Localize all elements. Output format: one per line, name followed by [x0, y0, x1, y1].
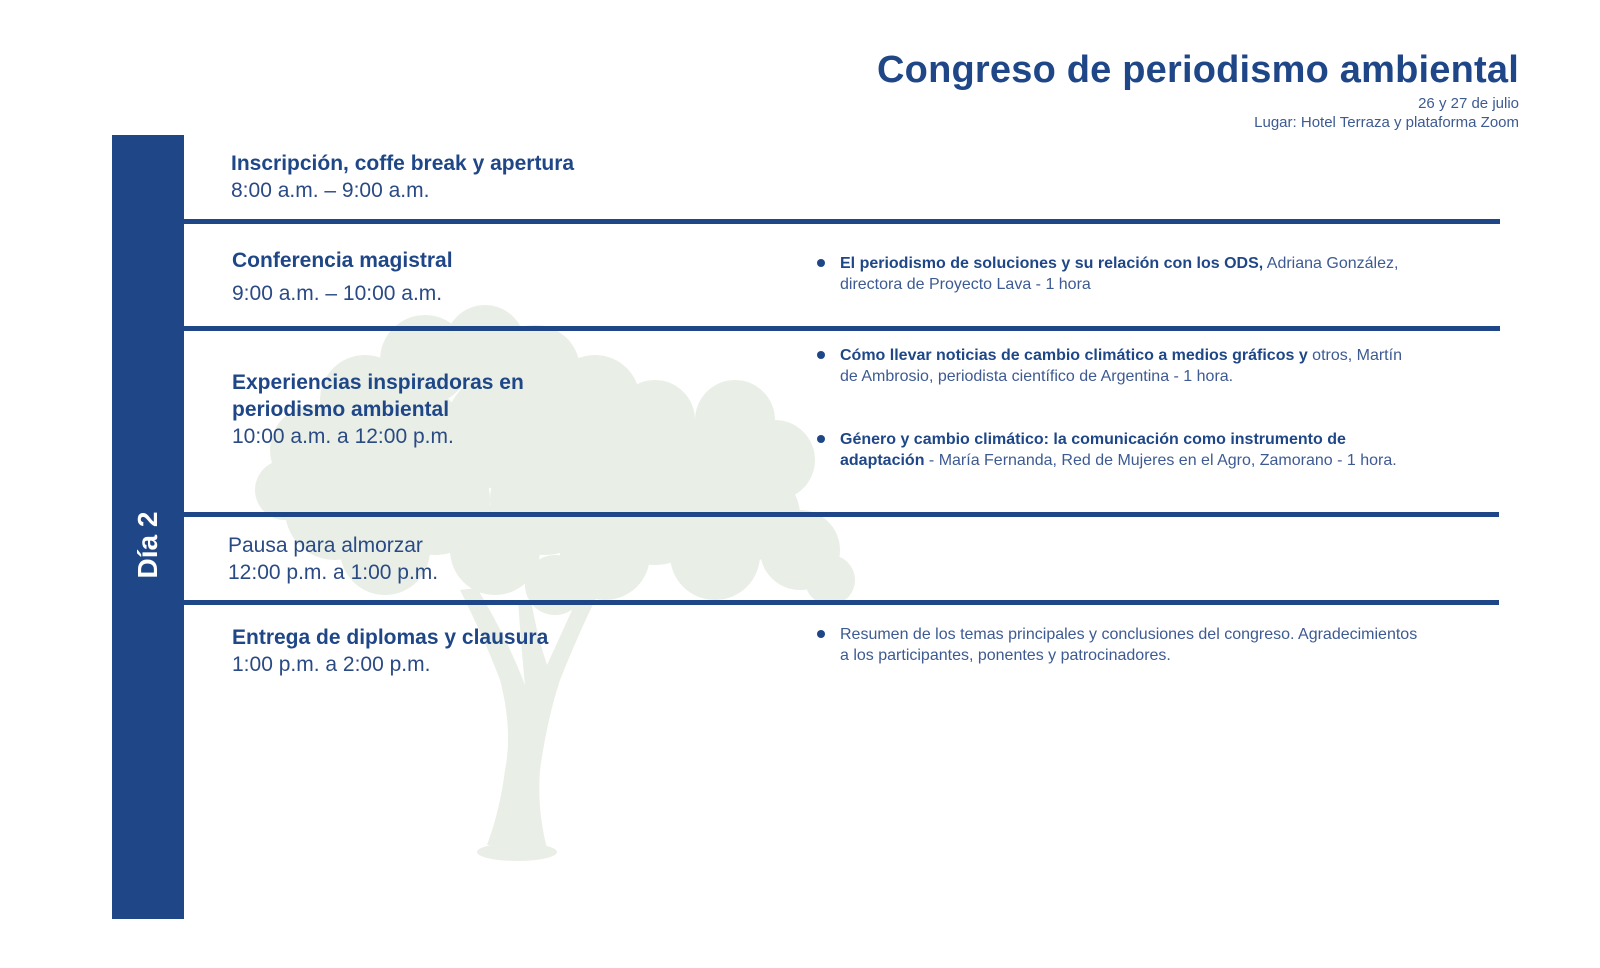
activity-time: 8:00 a.m. – 9:00 a.m. — [231, 179, 430, 202]
activity-title: Pausa para almorzar — [228, 534, 423, 557]
activity-title: Entrega de diplomas y clausura — [232, 626, 549, 649]
activity-time: 10:00 a.m. a 12:00 p.m. — [232, 425, 454, 448]
page-title: Congreso de periodismo ambiental — [877, 49, 1519, 91]
schedule-divider — [184, 326, 1500, 331]
activity-title: Inscripción, coffe break y apertura — [231, 152, 575, 175]
schedule-item — [232, 247, 453, 307]
session-bullet — [840, 429, 1420, 471]
session-speaker: otros, Martín de Ambrosio, periodista científico de Argentina - 1 hora. — [840, 347, 1402, 385]
activity-title: Conferencia magistral — [232, 249, 453, 272]
event-dates: 26 y 27 de julio — [1418, 95, 1519, 112]
bullet-dot — [817, 351, 825, 359]
bullet-dot — [817, 435, 825, 443]
session-title: Cómo llevar noticias de cambio climático a medios gráficos y — [840, 347, 1308, 364]
day-label: Día 2 — [132, 511, 163, 579]
header — [877, 46, 1519, 132]
activity-time: 12:00 p.m. a 1:00 p.m. — [228, 561, 439, 584]
activity-time: 1:00 p.m. a 2:00 p.m. — [232, 653, 431, 676]
session-speaker: - María Fernanda, Red de Mujeres en el Agro, Zamorano - 1 hora. — [924, 452, 1397, 469]
session-bullet — [840, 624, 1420, 666]
schedule-divider — [184, 219, 1500, 224]
session-description: Resumen de los temas principales y conclusiones del congreso. Agradecimientos a los participantes, ponentes y patrocinadores. — [840, 626, 1418, 664]
schedule-divider — [184, 600, 1499, 605]
schedule-item — [231, 150, 574, 204]
session-title: Género y cambio climático: la comunicación como instrumento de adaptación — [840, 431, 1346, 469]
schedule-item — [232, 369, 592, 450]
activity-time: 9:00 a.m. – 10:00 a.m. — [232, 282, 443, 305]
bullet-dot — [817, 259, 825, 267]
event-venue: Lugar: Hotel Terraza y plataforma Zoom — [1254, 114, 1519, 131]
schedule-divider — [184, 512, 1499, 517]
bullet-dot — [817, 630, 825, 638]
activity-title: Experiencias inspiradoras en periodismo ambiental — [232, 371, 524, 421]
session-speaker: Adriana González, directora de Proyecto Lava - 1 hora — [840, 255, 1399, 293]
session-bullet — [840, 345, 1420, 387]
session-title: El periodismo de soluciones y su relación con los ODS, — [840, 255, 1264, 272]
session-bullet — [840, 253, 1420, 295]
schedule-item — [228, 532, 438, 586]
schedule-item — [232, 624, 548, 678]
